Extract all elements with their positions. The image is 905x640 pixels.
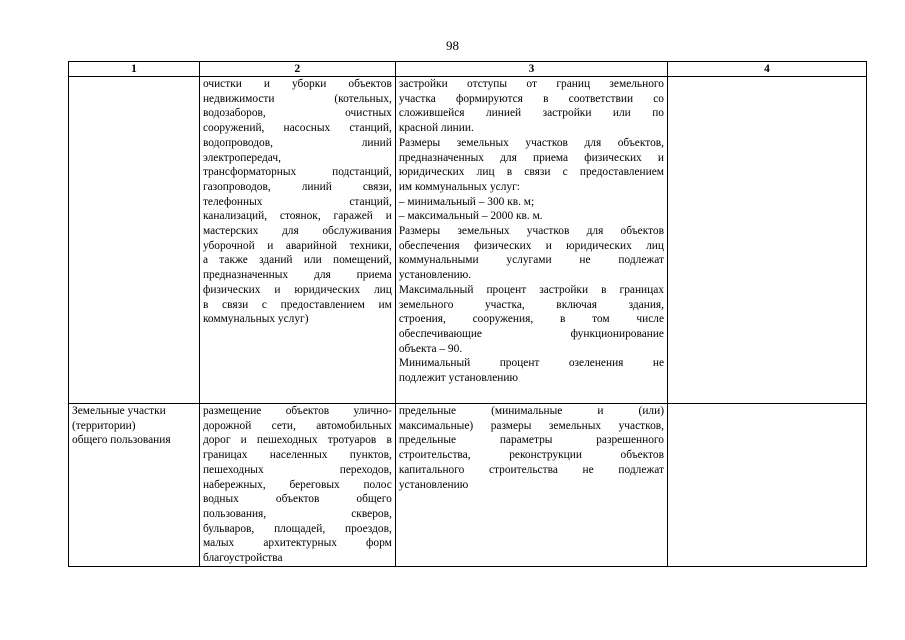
header-col-1: 1 <box>69 62 200 77</box>
row1-col3-line: Размеры земельных участков для объектов, <box>398 136 664 149</box>
row2-col2-line: дорог и пешеходных тротуаров в <box>202 434 392 447</box>
row1-col2-line: недвижимости (котельных, <box>202 92 392 105</box>
row1-col4-cell <box>668 77 867 404</box>
header-col-4: 4 <box>668 62 867 77</box>
row1-col2-line: очистки и уборки объектов <box>202 78 392 90</box>
row1-col3-line: установлению. <box>398 269 472 282</box>
row2-col3-line: строительства, реконструкции объектов <box>398 449 664 462</box>
row2-col2-line: размещение объектов улично- <box>202 405 392 417</box>
row2-col2-line: пользования, скверов, <box>202 507 392 520</box>
row1-col2-line: водозаборов, очистных <box>202 107 392 120</box>
row1-col2-line: трансформаторных подстанций, <box>202 166 392 179</box>
row2-col2-line: набережных, береговых полос <box>202 478 392 491</box>
page-number: 98 <box>446 38 459 53</box>
row1-col2-line: предназначенных для приема <box>202 269 392 282</box>
row1-col2-line: физических и юридических лиц <box>202 283 392 296</box>
row1-col3-line: Максимальный процент застройки в границах <box>398 283 664 296</box>
row1-col3-line: строения, сооружения, в том числе <box>398 313 664 326</box>
row2-col1-line: общего пользования <box>72 434 171 447</box>
row2-col3-cell <box>395 404 667 567</box>
row1-col2-line: сооружений, насосных станций, <box>202 122 392 135</box>
row1-col3-cell <box>395 77 667 404</box>
table-row <box>69 77 867 404</box>
row2-col4-cell <box>668 404 867 567</box>
table-header-row <box>69 62 867 77</box>
row2-col1-line: Земельные участки <box>72 405 166 417</box>
row1-col3-line: им коммунальных услуг: <box>398 180 520 193</box>
header-col-2: 2 <box>199 62 395 77</box>
row1-col3-line: участка формируются в соответствии со <box>398 92 664 105</box>
row2-col3-line: капитального строительства не подлежат <box>398 463 664 476</box>
row2-col2-line: пешеходных переходов, <box>202 463 392 476</box>
row2-col2-line: дорожной сети, автомобильных <box>202 419 392 432</box>
row1-col3-line: обеспечения физических и юридических лиц <box>398 239 664 252</box>
row2-col2-line: бульваров, площадей, проездов, <box>202 522 392 535</box>
row2-col2-line: границах населенных пунктов, <box>202 449 392 462</box>
row2-col1-line: (территории) <box>72 419 136 432</box>
header-col-3: 3 <box>395 62 667 77</box>
row1-col3-line: красной линии. <box>398 122 474 135</box>
row1-col3-line: – минимальный – 300 кв. м; <box>398 195 535 208</box>
row2-col1-cell <box>69 404 200 567</box>
row1-col2-line: электропередач, <box>202 151 281 164</box>
row1-col2-line: уборочной и аварийной техники, <box>202 239 392 252</box>
row1-col2-line: мастерских для обслуживания <box>202 225 392 238</box>
row2-col2-line: малых архитектурных форм <box>202 537 392 550</box>
row2-col3-line: максимальные) размеры земельных участков, <box>398 419 664 432</box>
row2-col3-line: установлению <box>398 478 469 491</box>
row1-col2-cell <box>199 77 395 404</box>
row2-col3-line: предельные (минимальные и (или) <box>398 405 664 417</box>
row1-col3-line: коммунальными услугами не подлежат <box>398 254 664 267</box>
row1-col2-line: в связи с предоставлением им <box>202 298 392 311</box>
row1-col3-line: Минимальный процент озеленения не <box>398 357 664 370</box>
row1-col3-line: юридических лиц в связи с предоставлением <box>398 166 664 179</box>
row1-col2-line: канализаций, стоянок, гаражей и <box>202 210 392 223</box>
row1-col2-line: телефонных станций, <box>202 195 392 208</box>
row1-col2-line: водопроводов, линий <box>202 136 392 149</box>
regulations-table <box>68 61 867 567</box>
row1-col3-line: Размеры земельных участков для объектов <box>398 225 664 238</box>
row2-col2-line: благоустройства <box>202 552 283 565</box>
row1-col2-line: а также зданий или помещений, <box>202 254 392 267</box>
row2-col3-line: предельные параметры разрешенного <box>398 434 664 447</box>
row1-col3-line: – максимальный – 2000 кв. м. <box>398 210 543 223</box>
row1-col3-line: сложившейся линией застройки или по <box>398 107 664 120</box>
row1-col2-line: коммунальных услуг) <box>202 313 309 326</box>
row1-col3-line: земельного участка, включая здания, <box>398 298 664 311</box>
row1-col3-line: подлежит установлению <box>398 372 519 385</box>
row1-col1-cell <box>69 77 200 404</box>
row1-col2-line: газопроводов, линий связи, <box>202 180 392 193</box>
row2-col2-line: водных объектов общего <box>202 493 392 506</box>
row2-col2-cell <box>199 404 395 567</box>
row1-col3-line: предназначенных для приема физических и <box>398 151 664 164</box>
row1-col3-line: застройки отступы от границ земельного <box>398 78 664 90</box>
row1-col3-line: обеспечивающие функционирование <box>398 327 664 340</box>
table-row <box>69 404 867 567</box>
row1-col3-line: объекта – 90. <box>398 342 463 355</box>
